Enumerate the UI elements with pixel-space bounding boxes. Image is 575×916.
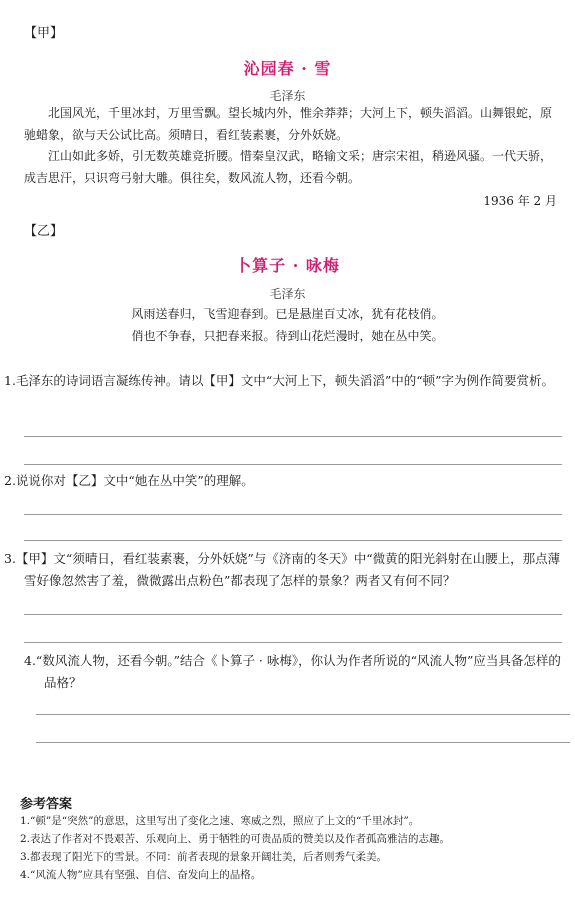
answer-line[interactable] (36, 742, 570, 743)
answer-item-3: 3.都表现了阳光下的雪景。不同：前者表现的景象开阔壮美，后者则秀气柔美。 (20, 851, 388, 863)
part-b-line-1: 风雨送春归，飞雪迎春到。已是悬崖百丈冰，犹有花枝俏。 (131, 307, 444, 321)
answer-item-4: 4.“风流人物”应具有坚强、自信、奋发向上的品格。 (20, 869, 262, 881)
part-a-tag: 【甲】 (24, 26, 64, 41)
answer-line[interactable] (36, 714, 570, 715)
part-b-tag: 【乙】 (24, 224, 64, 239)
question-2: 2.说说你对【乙】文中“她在丛中笑”的理解。 (4, 473, 254, 488)
answer-line[interactable] (24, 436, 562, 437)
answer-line[interactable] (24, 540, 562, 541)
part-a-title: 沁园春 · 雪 (243, 59, 332, 78)
part-a-paragraph-1: 北国风光，千里冰封，万里雪飘。望长城内外，惟余莽莽；大河上下，顿失滔滔。山舞银蛇，原驰蜡象，欲与天公试比高。须晴日，看红装素裹，分外妖娆。 (24, 106, 553, 142)
answer-item-1: 1.“顿”是“突然”的意思，这里写出了变化之速、寒威之烈，照应了上文的“千里冰封”。 (20, 815, 420, 827)
answer-line[interactable] (24, 642, 562, 643)
answer-line[interactable] (24, 514, 562, 515)
answer-line[interactable] (24, 464, 562, 465)
part-a-paragraph-2: 江山如此多娇，引无数英雄竞折腰。惜秦皇汉武，略输文采；唐宗宋祖，稍逊风骚。一代天骄，成吉思汗，只识弯弓射大雕。俱往矣，数风流人物，还看今朝。 (24, 149, 553, 185)
question-3: 3.【甲】文“须晴日，看红装素裹，分外妖娆”与《济南的冬天》中“微黄的阳光斜射在山腰上，那点薄雪好像忽然害了羞，微微露出点粉色”都表现了怎样的景象？两者又有何不同？ (4, 551, 561, 588)
answer-item-2: 2.表达了作者对不畏艰苦、乐观向上、勇于牺牲的可贵品质的赞美以及作者孤高雅洁的志趣。 (20, 833, 451, 845)
part-b-title: 卜算子 · 咏梅 (235, 256, 340, 275)
question-1: 1.毛泽东的诗词语言凝练传神。请以【甲】文中“大河上下，顿失滔滔”中的“顿”字为例作简要赏析。 (4, 373, 554, 388)
answers-heading: 参考答案 (20, 797, 73, 812)
part-b-author: 毛泽东 (269, 287, 306, 301)
question-4: 4.“数风流人物，还看今朝。”结合《卜算子 · 咏梅》，你认为作者所说的“风流人物”应当具备怎样的品格？ (24, 653, 561, 690)
part-a-date: 1936 年 2 月 (483, 194, 557, 208)
part-a-author: 毛泽东 (269, 89, 306, 103)
answer-line[interactable] (24, 614, 562, 615)
part-b-line-2: 俏也不争春，只把春来报。待到山花烂漫时，她在丛中笑。 (131, 329, 444, 343)
